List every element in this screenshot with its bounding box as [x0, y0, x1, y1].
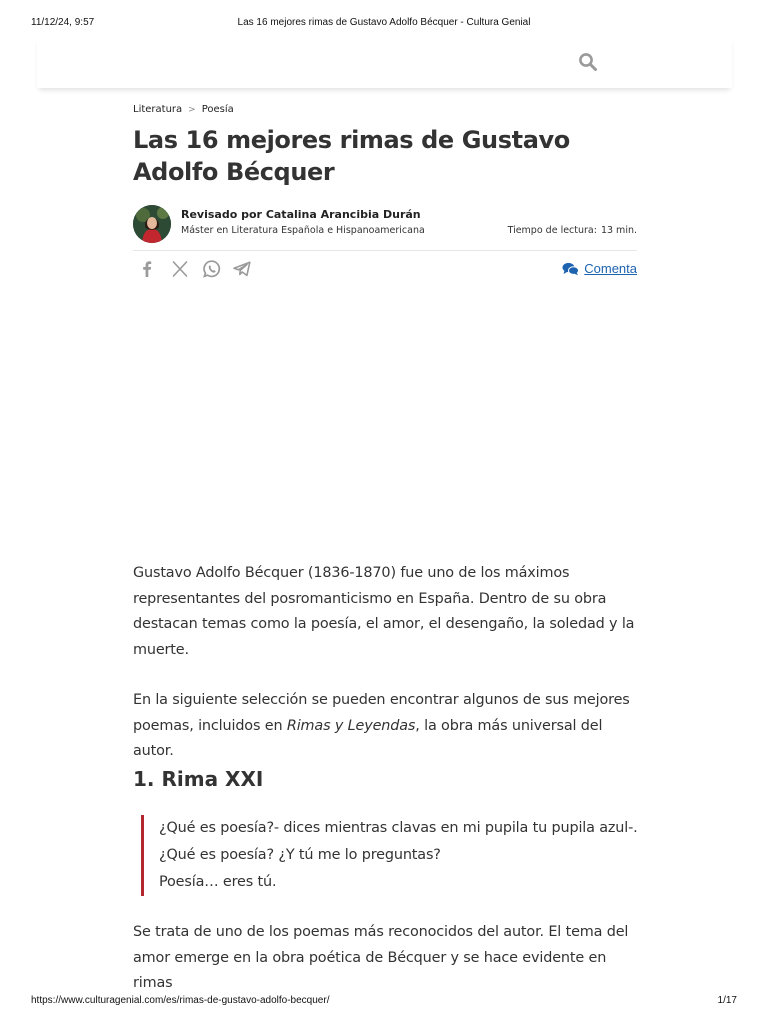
share-bar — [133, 258, 637, 280]
reviewer-name[interactable]: Catalina Arancibia Durán — [265, 208, 421, 221]
analysis-paragraph: Se trata de uno de los poemas más reconocidos del autor. El tema del amor emerge en la obra poética de Bécquer y se hace evidente en rimas — [133, 924, 629, 991]
print-footer — [0, 995, 768, 1009]
reading-time-label: Tiempo de lectura: — [507, 225, 597, 236]
comments-icon — [562, 262, 579, 276]
print-url: https://www.culturagenial.com/es/rimas-de-gustavo-adolfo-becquer/ — [31, 995, 330, 1006]
telegram-icon[interactable] — [231, 258, 253, 280]
x-icon[interactable] — [169, 258, 191, 280]
site-header — [37, 36, 732, 88]
breadcrumb-separator: > — [188, 105, 196, 115]
print-header — [0, 17, 768, 31]
breadcrumb-literatura[interactable]: Literatura — [133, 104, 183, 115]
print-date: 11/12/24, 9:57 — [31, 17, 95, 28]
reviewer-line — [181, 208, 421, 221]
poem-line: Poesía… eres tú. — [159, 874, 277, 890]
print-doc-title: Las 16 mejores rimas de Gustavo Adolfo Bécquer - Cultura Genial — [237, 17, 531, 28]
reading-time — [508, 225, 637, 236]
poem-blockquote — [141, 815, 655, 896]
print-page-number: 1/17 — [717, 995, 737, 1006]
avatar[interactable] — [133, 205, 171, 243]
selection-paragraph — [133, 688, 637, 765]
facebook-icon[interactable] — [136, 258, 158, 280]
breadcrumb-poesia[interactable]: Poesía — [201, 104, 234, 115]
divider — [133, 250, 637, 251]
comment-link[interactable] — [562, 261, 637, 276]
page-title: Las 16 mejores rimas de Gustavo Adolfo Bécquer — [133, 126, 570, 186]
book-title: Rimas y Leyendas — [286, 717, 416, 734]
reviewer-credentials: Máster en Literatura Española e Hispanoamericana — [181, 225, 425, 236]
breadcrumb — [133, 104, 234, 115]
selection-text-end: , la obra más universal del autor. — [133, 717, 603, 759]
section-heading: 1. Rima XXI — [133, 767, 264, 791]
reading-time-value: 13 min. — [600, 225, 637, 236]
search-icon[interactable] — [578, 52, 598, 72]
comment-label[interactable]: Comenta — [584, 261, 637, 276]
poem-line: ¿Qué es poesía?- dices mientras clavas en mi pupila tu pupila azul-. — [159, 820, 638, 836]
poem-line: ¿Qué es poesía? ¿Y tú me lo preguntas? — [159, 847, 441, 863]
intro-paragraph: Gustavo Adolfo Bécquer (1836-1870) fue uno de los máximos representantes del posromanticismo en España. Dentro de su obra destacan temas como la poesía, el amor, el desengaño, la soledad y la muerte. — [133, 565, 635, 658]
selection-text-start: En la siguiente selección se pueden encontrar algunos de sus mejores poemas, incluidos en — [133, 692, 630, 734]
whatsapp-icon[interactable] — [201, 258, 223, 280]
reviewer-prefix: Revisado por — [181, 208, 262, 221]
author-row — [133, 205, 637, 243]
